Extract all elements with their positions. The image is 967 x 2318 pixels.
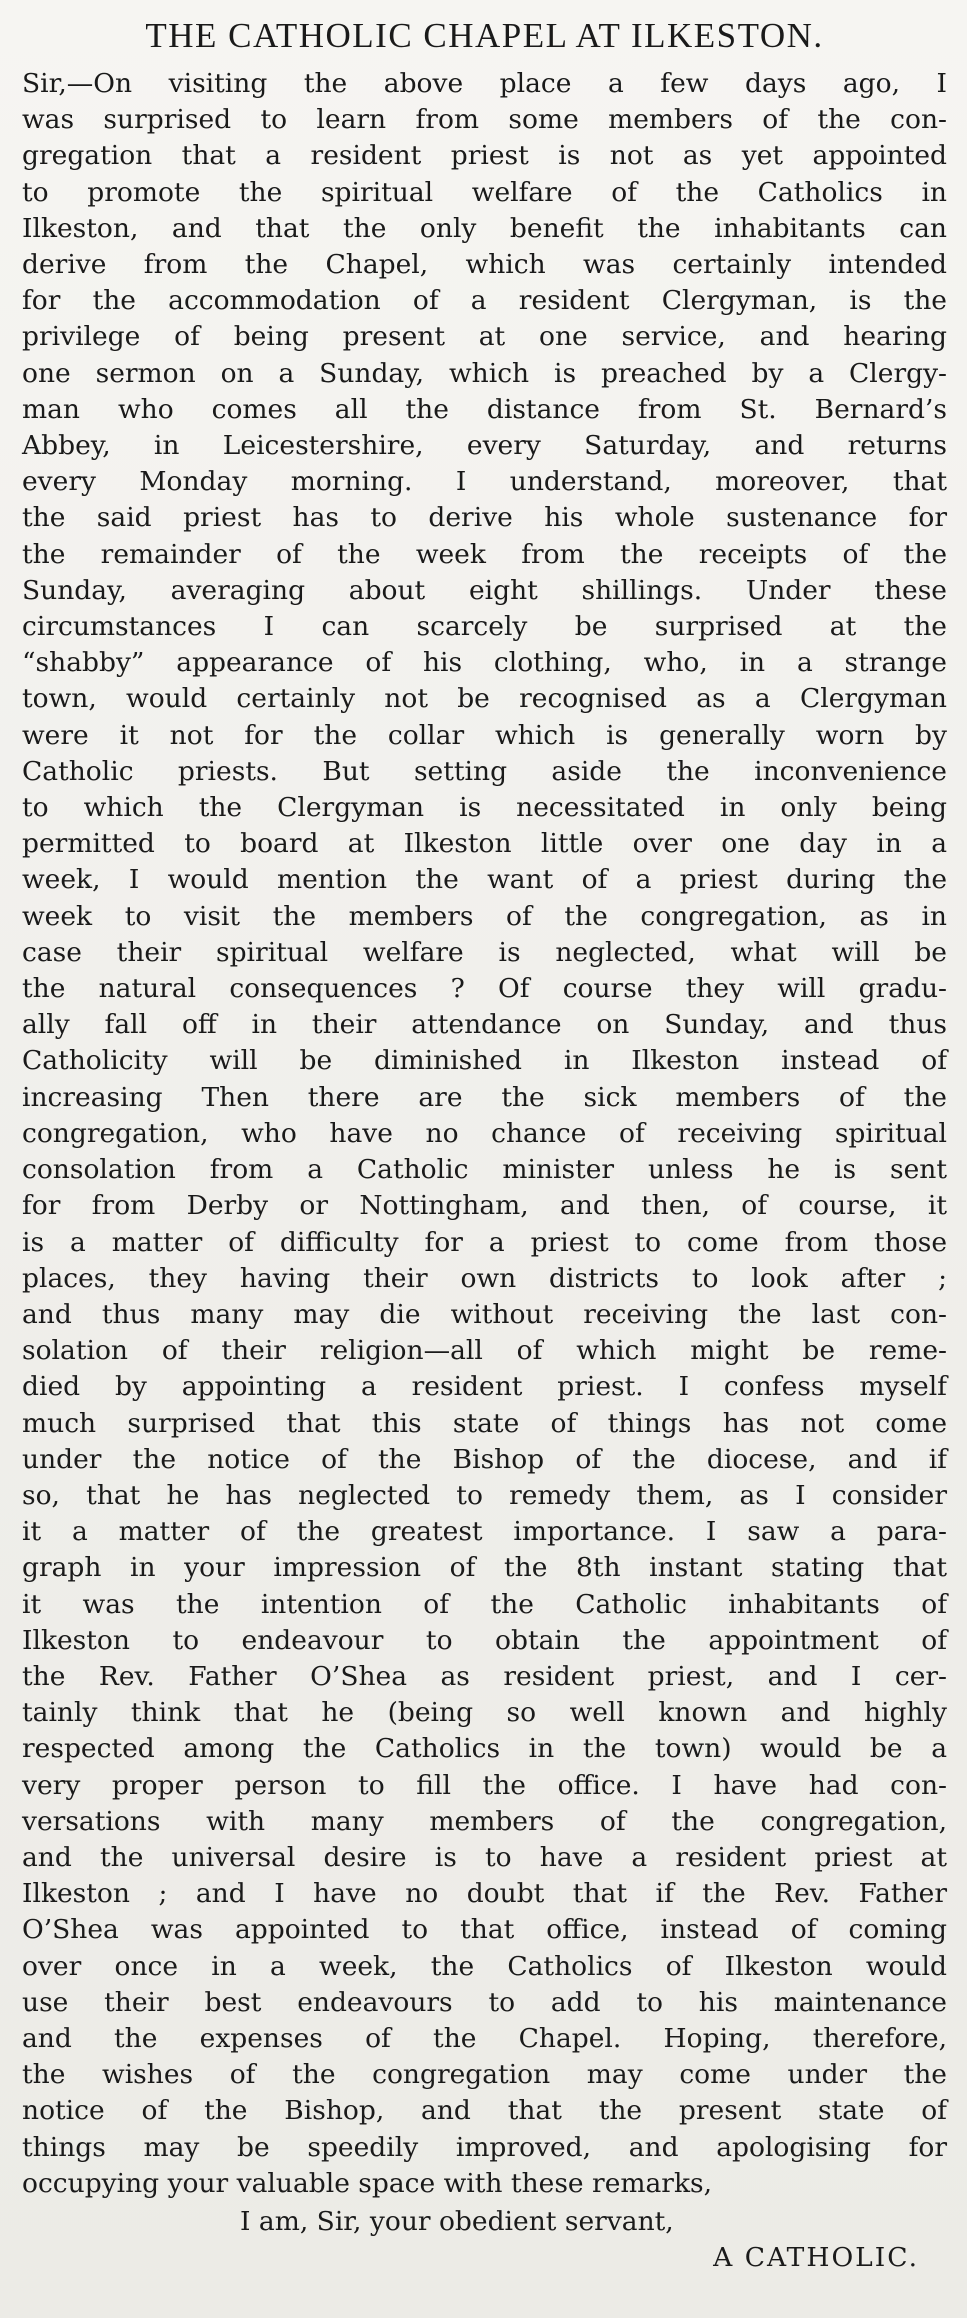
article-line: circumstances I can scarcely be surprised at the bbox=[22, 611, 947, 643]
article-line: it a matter of the greatest importance. I saw a para- bbox=[22, 1516, 947, 1548]
article-line: very proper person to fill the office. I have had con- bbox=[22, 1769, 947, 1801]
article-line: to promote the spiritual welfare of the Catholics in bbox=[22, 176, 947, 208]
signature: A CATHOLIC. bbox=[713, 2241, 919, 2273]
article-line: things may be speedily improved, and apologising for bbox=[22, 2131, 947, 2163]
article-line: town, would certainly not be recognised as a Clergyman bbox=[22, 683, 947, 715]
article-line: ally fall off in their attendance on Sunday, and thus bbox=[22, 1009, 947, 1041]
article-line: died by appointing a resident priest. I confess myself bbox=[22, 1371, 947, 1403]
article-line: the wishes of the congregation may come under the bbox=[22, 2059, 947, 2091]
article-line: graph in your impression of the 8th instant stating that bbox=[22, 1552, 947, 1584]
article-line: solation of their religion—all of which might be reme- bbox=[22, 1335, 947, 1367]
article-line: every Monday morning. I understand, moreover, that bbox=[22, 466, 947, 498]
article-line: Ilkeston, and that the only benefit the inhabitants can bbox=[22, 212, 947, 244]
article-line: Sir,—On visiting the above place a few days ago, I bbox=[22, 68, 947, 99]
article-line: it was the intention of the Catholic inhabitants of bbox=[22, 1588, 947, 1620]
article-line: permitted to board at Ilkeston little over one day in a bbox=[22, 828, 947, 860]
article-line: “shabby” appearance of his clothing, who, in a strange bbox=[22, 647, 947, 679]
article-line: Catholicity will be diminished in Ilkeston instead of bbox=[22, 1045, 947, 1077]
article-body bbox=[22, 66, 947, 2202]
article-headline: THE CATHOLIC CHAPEL AT ILKESTON. bbox=[145, 16, 824, 55]
article-line: week, I would mention the want of a priest during the bbox=[22, 864, 947, 896]
article-line: increasing Then there are the sick members of the bbox=[22, 1081, 947, 1113]
article-line: over once in a week, the Catholics of Ilkeston would bbox=[22, 1950, 947, 1982]
article-line: so, that he has neglected to remedy them, as I consider bbox=[22, 1479, 947, 1511]
article-line: tainly think that he (being so well known and highly bbox=[22, 1697, 947, 1729]
article-line: were it not for the collar which is generally worn by bbox=[22, 719, 947, 751]
article-line: the Rev. Father O’Shea as resident priest, and I cer- bbox=[22, 1660, 947, 1692]
article-line: for from Derby or Nottingham, and then, of course, it bbox=[22, 1190, 947, 1222]
article-line: versations with many members of the congregation, bbox=[22, 1805, 947, 1837]
article-line: the remainder of the week from the receipts of the bbox=[22, 538, 947, 570]
article-line: use their best endeavours to add to his maintenance bbox=[22, 1986, 947, 2018]
closing-salutation: I am, Sir, your obedient servant, bbox=[240, 2205, 674, 2237]
article-line: Ilkeston to endeavour to obtain the appointment of bbox=[22, 1624, 947, 1656]
article-line: derive from the Chapel, which was certainly intended bbox=[22, 249, 947, 281]
article-line: case their spiritual welfare is neglected, what will be bbox=[22, 936, 947, 968]
article-line: Abbey, in Leicestershire, every Saturday, and returns bbox=[22, 430, 947, 462]
article-line: O’Shea was appointed to that office, instead of coming bbox=[22, 1914, 947, 1946]
article-line: and the expenses of the Chapel. Hoping, therefore, bbox=[22, 2022, 947, 2054]
article-line: for the accommodation of a resident Clergyman, is the bbox=[22, 285, 947, 317]
article-line: was surprised to learn from some members of the con- bbox=[22, 104, 947, 136]
article-line: man who comes all the distance from St. Bernard’s bbox=[22, 393, 947, 425]
article-line: consolation from a Catholic minister unless he is sent bbox=[22, 1154, 947, 1186]
article-line: one sermon on a Sunday, which is preached by a Clergy- bbox=[22, 357, 947, 389]
article-line: and thus many may die without receiving the last con- bbox=[22, 1298, 947, 1330]
article-line: gregation that a resident priest is not as yet appointed bbox=[22, 140, 947, 172]
article-line: to which the Clergyman is necessitated in only being bbox=[22, 792, 947, 824]
article-line: places, they having their own districts to look after ; bbox=[22, 1262, 947, 1294]
article-line: is a matter of difficulty for a priest to come from those bbox=[22, 1226, 947, 1258]
article-line: Ilkeston ; and I have no doubt that if the Rev. Father bbox=[22, 1878, 947, 1910]
article-line: Sunday, averaging about eight shillings. Under these bbox=[22, 574, 947, 606]
article-line: respected among the Catholics in the town) would be a bbox=[22, 1733, 947, 1765]
article-line: notice of the Bishop, and that the present state of bbox=[22, 2095, 947, 2127]
article-line: congregation, who have no chance of receiving spiritual bbox=[22, 1117, 947, 1149]
article-line: under the notice of the Bishop of the diocese, and if bbox=[22, 1443, 947, 1475]
article-line: week to visit the members of the congregation, as in bbox=[22, 900, 947, 932]
article-line: much surprised that this state of things has not come bbox=[22, 1407, 947, 1439]
article-line: Catholic priests. But setting aside the inconvenience bbox=[22, 755, 947, 787]
article-line: the natural consequences ? Of course they will gradu- bbox=[22, 973, 947, 1005]
article-line: occupying your valuable space with these remarks, bbox=[22, 2167, 713, 2199]
article-line: privilege of being present at one service, and hearing bbox=[22, 321, 947, 353]
article-line: and the universal desire is to have a resident priest at bbox=[22, 1841, 947, 1873]
article-closing bbox=[22, 2204, 947, 2276]
article-line: the said priest has to derive his whole sustenance for bbox=[22, 502, 947, 534]
